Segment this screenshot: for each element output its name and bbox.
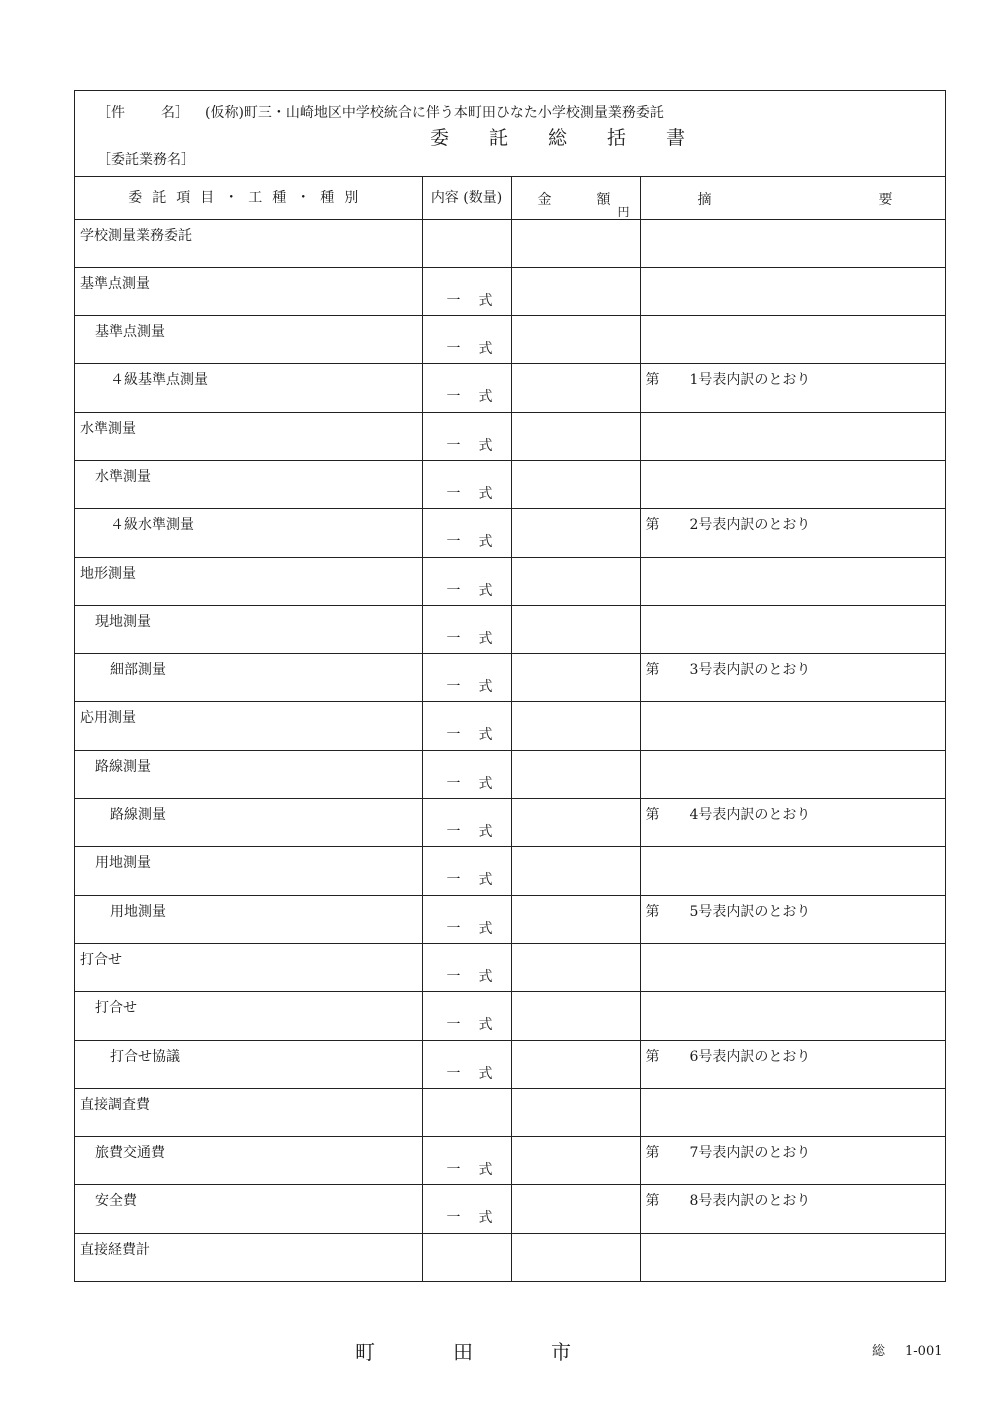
note-text bbox=[646, 514, 811, 534]
note-prefix: 第 bbox=[645, 1145, 660, 1162]
cell-amount bbox=[511, 799, 640, 847]
cell-qty bbox=[422, 509, 511, 557]
cell-amount bbox=[511, 605, 640, 653]
cell-item bbox=[75, 992, 422, 1040]
qty-label: 一式 bbox=[446, 630, 511, 647]
cell-note bbox=[640, 702, 945, 750]
qty-label: 一式 bbox=[446, 582, 511, 599]
qty-label: 一式 bbox=[446, 437, 511, 454]
note-text bbox=[646, 901, 811, 921]
table-row bbox=[75, 702, 945, 750]
cell-item bbox=[75, 750, 422, 798]
cell-note bbox=[640, 412, 945, 460]
item-label: 路線測量 bbox=[95, 758, 151, 775]
note-text bbox=[646, 804, 811, 824]
qty-label: 一式 bbox=[446, 1017, 511, 1034]
item-label: 打合せ協議 bbox=[110, 1048, 180, 1065]
table-row bbox=[75, 943, 945, 991]
cell-item bbox=[75, 316, 422, 364]
item-label: 水準測量 bbox=[95, 468, 151, 485]
table-row bbox=[75, 557, 945, 605]
column-header-qty: 内容 (数量) bbox=[422, 176, 511, 219]
note-text bbox=[646, 466, 690, 482]
cell-note bbox=[640, 992, 945, 1040]
cell-item bbox=[75, 799, 422, 847]
note-text bbox=[646, 1239, 690, 1255]
cell-note bbox=[640, 605, 945, 653]
note-prefix: 第 bbox=[645, 807, 660, 824]
qty-label: 一式 bbox=[446, 534, 511, 551]
cell-qty bbox=[422, 557, 511, 605]
cell-note bbox=[640, 943, 945, 991]
qty-label: 一式 bbox=[446, 341, 511, 358]
note-body: 7号表内訳のとおり bbox=[689, 1145, 811, 1162]
cell-note bbox=[640, 460, 945, 508]
cell-note bbox=[640, 654, 945, 702]
note-body: 1号表内訳のとおり bbox=[689, 372, 811, 389]
qty-label: 一式 bbox=[446, 824, 511, 841]
table-row bbox=[75, 219, 945, 267]
note-text bbox=[646, 321, 690, 337]
note-text bbox=[646, 1046, 811, 1066]
cell-item bbox=[75, 847, 422, 895]
cell-amount bbox=[511, 750, 640, 798]
item-label: ４級基準点測量 bbox=[110, 372, 208, 389]
note-body: 4号表内訳のとおり bbox=[689, 807, 811, 824]
cell-item bbox=[75, 1137, 422, 1185]
item-label: 基準点測量 bbox=[95, 324, 165, 341]
cell-amount bbox=[511, 1088, 640, 1136]
note-text bbox=[646, 852, 690, 868]
qty-label: 一式 bbox=[446, 292, 511, 309]
note-body: 3号表内訳のとおり bbox=[689, 662, 811, 679]
note-text bbox=[646, 756, 690, 772]
cell-qty bbox=[422, 1040, 511, 1088]
cell-qty bbox=[422, 847, 511, 895]
table-row bbox=[75, 1233, 945, 1281]
document-title: 委託総括書 bbox=[430, 127, 726, 149]
item-label: 用地測量 bbox=[110, 903, 166, 920]
note-text bbox=[646, 707, 690, 723]
note-text bbox=[646, 1142, 811, 1162]
cell-qty bbox=[422, 799, 511, 847]
note-text bbox=[646, 611, 690, 627]
item-label: 打合せ bbox=[95, 1000, 137, 1017]
qty-label: 一式 bbox=[446, 920, 511, 937]
amount-unit-yen: 円 bbox=[617, 205, 630, 219]
item-label: ４級水準測量 bbox=[110, 517, 194, 534]
cell-qty bbox=[422, 702, 511, 750]
cell-note bbox=[640, 799, 945, 847]
note-text bbox=[646, 659, 811, 679]
cell-qty bbox=[422, 316, 511, 364]
note-prefix: 第 bbox=[645, 662, 660, 679]
cell-amount bbox=[511, 943, 640, 991]
cell-note bbox=[640, 219, 945, 267]
cell-amount bbox=[511, 509, 640, 557]
qty-label: 一式 bbox=[446, 872, 511, 889]
note-text bbox=[646, 369, 811, 389]
qty-label: 一式 bbox=[446, 968, 511, 985]
cell-qty bbox=[422, 364, 511, 412]
footer-city-name: 町田市 bbox=[355, 1340, 649, 1364]
cell-amount bbox=[511, 1233, 640, 1281]
column-header-amount bbox=[511, 176, 640, 219]
cell-item bbox=[75, 895, 422, 943]
column-header-amount-1: 金 bbox=[537, 192, 552, 208]
item-label: 学校測量業務委託 bbox=[80, 227, 192, 244]
item-label: 直接経費計 bbox=[80, 1241, 150, 1258]
label-itaku-gyomu: ［委託業務名］ bbox=[97, 152, 195, 168]
label-kenmei: ［件 名］ bbox=[97, 105, 189, 121]
cell-item bbox=[75, 605, 422, 653]
cell-note bbox=[640, 1185, 945, 1233]
cell-amount bbox=[511, 895, 640, 943]
table-row bbox=[75, 895, 945, 943]
table-row bbox=[75, 316, 945, 364]
cell-item bbox=[75, 412, 422, 460]
summary-table bbox=[75, 176, 945, 1282]
cell-note bbox=[640, 1040, 945, 1088]
cell-qty bbox=[422, 895, 511, 943]
qty-label: 一式 bbox=[446, 485, 511, 502]
note-text bbox=[646, 418, 690, 434]
cell-amount bbox=[511, 654, 640, 702]
table-row bbox=[75, 605, 945, 653]
cell-item bbox=[75, 509, 422, 557]
table-row bbox=[75, 509, 945, 557]
qty-label: 一式 bbox=[446, 1065, 511, 1082]
qty-label: 一式 bbox=[446, 727, 511, 744]
cell-note bbox=[640, 364, 945, 412]
column-header-note-2: 要 bbox=[878, 192, 893, 208]
table-row bbox=[75, 1137, 945, 1185]
item-label: 路線測量 bbox=[110, 807, 166, 824]
cell-note bbox=[640, 847, 945, 895]
table-header-row bbox=[75, 176, 945, 219]
cell-note bbox=[640, 1088, 945, 1136]
note-text bbox=[646, 997, 690, 1013]
table-row bbox=[75, 1088, 945, 1136]
cell-note bbox=[640, 557, 945, 605]
project-name: (仮称)町三・山崎地区中学校統合に伴う本町田ひなた小学校測量業務委託 bbox=[205, 105, 664, 121]
cell-amount bbox=[511, 992, 640, 1040]
cell-amount bbox=[511, 847, 640, 895]
column-header-note-1: 摘 bbox=[697, 192, 712, 208]
cell-item bbox=[75, 1185, 422, 1233]
note-prefix: 第 bbox=[645, 1048, 660, 1065]
cell-qty bbox=[422, 750, 511, 798]
item-label: 現地測量 bbox=[95, 613, 151, 630]
qty-label: 一式 bbox=[446, 1162, 511, 1179]
item-label: 直接調査費 bbox=[80, 1096, 150, 1113]
table-row bbox=[75, 364, 945, 412]
table-row bbox=[75, 654, 945, 702]
note-body: 5号表内訳のとおり bbox=[689, 903, 811, 920]
cell-item bbox=[75, 267, 422, 315]
cell-qty bbox=[422, 1233, 511, 1281]
cell-qty bbox=[422, 1185, 511, 1233]
cell-note bbox=[640, 1137, 945, 1185]
cell-item bbox=[75, 702, 422, 750]
note-body: 2号表内訳のとおり bbox=[689, 517, 811, 534]
cell-amount bbox=[511, 364, 640, 412]
cell-amount bbox=[511, 1185, 640, 1233]
table-row bbox=[75, 460, 945, 508]
cell-qty bbox=[422, 267, 511, 315]
cell-item bbox=[75, 1040, 422, 1088]
cell-amount bbox=[511, 460, 640, 508]
note-text bbox=[646, 1094, 690, 1110]
cell-amount bbox=[511, 1137, 640, 1185]
cell-qty bbox=[422, 219, 511, 267]
qty-label: 一式 bbox=[446, 1210, 511, 1227]
cell-note bbox=[640, 895, 945, 943]
cell-item bbox=[75, 943, 422, 991]
note-text bbox=[646, 1190, 811, 1210]
cell-qty bbox=[422, 412, 511, 460]
table-row bbox=[75, 267, 945, 315]
cell-item bbox=[75, 219, 422, 267]
cell-item bbox=[75, 654, 422, 702]
item-label: 旅費交通費 bbox=[95, 1145, 165, 1162]
document-header bbox=[75, 91, 945, 177]
note-text bbox=[646, 563, 690, 579]
note-prefix: 第 bbox=[645, 517, 660, 534]
item-label: 地形測量 bbox=[80, 565, 136, 582]
qty-label: 一式 bbox=[446, 389, 511, 406]
qty-label: 一式 bbox=[446, 679, 511, 696]
table-row bbox=[75, 799, 945, 847]
note-prefix: 第 bbox=[645, 1193, 660, 1210]
cell-item bbox=[75, 364, 422, 412]
note-text bbox=[646, 225, 690, 241]
item-label: 細部測量 bbox=[110, 662, 166, 679]
table-row bbox=[75, 1185, 945, 1233]
cell-note bbox=[640, 267, 945, 315]
table-row bbox=[75, 992, 945, 1040]
cell-note bbox=[640, 750, 945, 798]
cell-qty bbox=[422, 605, 511, 653]
cell-item bbox=[75, 1088, 422, 1136]
cell-qty bbox=[422, 654, 511, 702]
cell-qty bbox=[422, 943, 511, 991]
qty-label: 一式 bbox=[446, 775, 511, 792]
cell-qty bbox=[422, 1137, 511, 1185]
note-prefix: 第 bbox=[645, 903, 660, 920]
document-frame bbox=[74, 90, 946, 1282]
note-body: 8号表内訳のとおり bbox=[689, 1193, 811, 1210]
cell-amount bbox=[511, 702, 640, 750]
cell-amount bbox=[511, 412, 640, 460]
cell-amount bbox=[511, 1040, 640, 1088]
cell-item bbox=[75, 557, 422, 605]
cell-amount bbox=[511, 316, 640, 364]
cell-amount bbox=[511, 219, 640, 267]
footer-page-code: 総 1-001 bbox=[872, 1344, 943, 1359]
column-header-item: 委託項目・工種・種別 bbox=[75, 176, 422, 219]
item-label: 基準点測量 bbox=[80, 275, 150, 292]
cell-note bbox=[640, 509, 945, 557]
note-prefix: 第 bbox=[645, 372, 660, 389]
cell-item bbox=[75, 1233, 422, 1281]
cell-amount bbox=[511, 267, 640, 315]
cell-qty bbox=[422, 1088, 511, 1136]
table-row bbox=[75, 750, 945, 798]
cell-amount bbox=[511, 557, 640, 605]
note-body: 6号表内訳のとおり bbox=[689, 1048, 811, 1065]
cell-note bbox=[640, 316, 945, 364]
column-header-note bbox=[640, 176, 945, 219]
item-label: 用地測量 bbox=[95, 855, 151, 872]
cell-item bbox=[75, 460, 422, 508]
item-label: 打合せ bbox=[80, 951, 122, 968]
cell-qty bbox=[422, 460, 511, 508]
table-row bbox=[75, 412, 945, 460]
item-label: 安全費 bbox=[95, 1193, 137, 1210]
item-label: 応用測量 bbox=[80, 710, 136, 727]
cell-note bbox=[640, 1233, 945, 1281]
cell-qty bbox=[422, 992, 511, 1040]
table-row bbox=[75, 1040, 945, 1088]
item-label: 水準測量 bbox=[80, 420, 136, 437]
note-text bbox=[646, 949, 690, 965]
column-header-amount-2: 額 bbox=[596, 192, 611, 208]
note-text bbox=[646, 273, 690, 289]
table-row bbox=[75, 847, 945, 895]
